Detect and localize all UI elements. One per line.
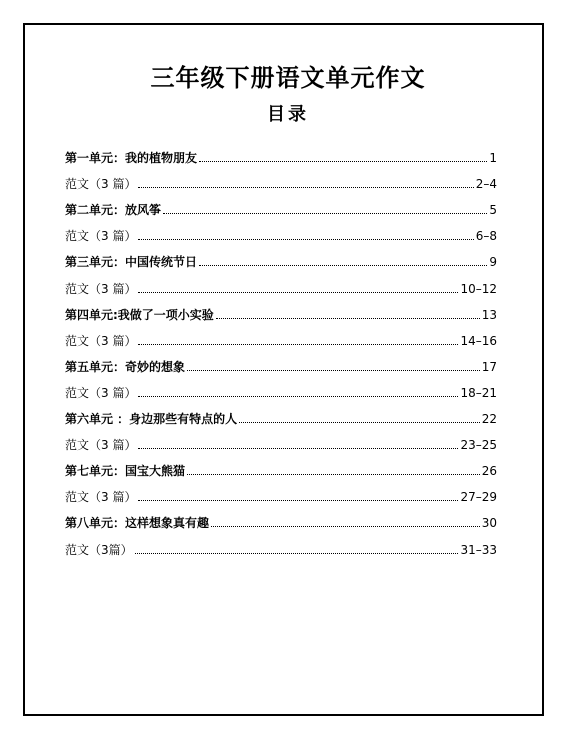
document-title: 三年级下册语文单元作文 xyxy=(150,64,426,92)
toc-entry-label: 范文（3 篇） xyxy=(65,177,137,192)
toc-entry-label: 范文（3 篇） xyxy=(65,333,137,348)
toc-entry-label: 第七单元：国宝大熊猫 xyxy=(65,464,186,479)
toc-entry-label: 第一单元：我的植物朋友 xyxy=(65,151,198,166)
toc-entry-sample-essays[interactable] xyxy=(65,165,497,191)
toc-entry-label: 第五单元：奇妙的想象 xyxy=(65,359,186,374)
toc-entry-label: 范文（3篇） xyxy=(65,542,133,557)
toc-dot-leader xyxy=(138,396,458,397)
toc-entry-page: 13 xyxy=(481,307,497,322)
toc-dot-leader xyxy=(138,500,458,501)
toc-entry-label: 范文（3 篇） xyxy=(65,490,137,505)
toc-entry-page: 27–29 xyxy=(460,490,497,505)
document-subtitle: 目录 xyxy=(267,104,309,125)
toc-entry-page: 10–12 xyxy=(460,281,497,296)
toc-entry-label: 第三单元：中国传统节日 xyxy=(65,255,198,270)
toc-entry-label: 第八单元：这样想象真有趣 xyxy=(65,516,210,531)
toc-dot-leader xyxy=(187,474,480,475)
table-of-contents xyxy=(65,139,497,557)
toc-entry-sample-essays[interactable] xyxy=(65,322,497,348)
toc-dot-leader xyxy=(163,213,487,214)
toc-entry-sample-essays[interactable] xyxy=(65,374,497,400)
toc-entry-label: 范文（3 篇） xyxy=(65,438,137,453)
toc-entry-page: 23–25 xyxy=(460,438,497,453)
toc-entry-label: 第二单元：放风筝 xyxy=(65,203,162,218)
toc-entry-label: 范文（3 篇） xyxy=(65,385,137,400)
toc-entry-page: 2–4 xyxy=(475,177,497,192)
toc-entry-sample-essays[interactable] xyxy=(65,217,497,243)
toc-dot-leader xyxy=(239,422,480,423)
toc-entry-sample-essays[interactable] xyxy=(65,530,497,556)
toc-entry-page: 18–21 xyxy=(460,385,497,400)
toc-entry-unit[interactable] xyxy=(65,452,497,478)
toc-entry-label: 范文（3 篇） xyxy=(65,281,137,296)
toc-entry-sample-essays[interactable] xyxy=(65,269,497,295)
toc-dot-leader xyxy=(199,161,487,162)
toc-entry-label: 第四单元:我做了一项小实验 xyxy=(65,307,214,322)
toc-entry-unit[interactable] xyxy=(65,139,497,165)
toc-entry-page: 31–33 xyxy=(460,542,497,557)
toc-dot-leader xyxy=(199,265,487,266)
toc-dot-leader xyxy=(138,448,458,449)
toc-entry-label: 第六单元 ：身边那些有特点的人 xyxy=(65,412,238,427)
toc-entry-page: 6–8 xyxy=(475,229,497,244)
toc-entry-page: 22 xyxy=(481,412,497,427)
toc-entry-unit[interactable] xyxy=(65,348,497,374)
toc-dot-leader xyxy=(216,318,480,319)
toc-entry-sample-essays[interactable] xyxy=(65,478,497,504)
toc-entry-label: 范文（3 篇） xyxy=(65,229,137,244)
toc-dot-leader xyxy=(138,239,473,240)
toc-entry-sample-essays[interactable] xyxy=(65,426,497,452)
toc-dot-leader xyxy=(211,526,480,527)
toc-entry-page: 9 xyxy=(489,255,497,270)
toc-dot-leader xyxy=(187,370,480,371)
toc-entry-page: 1 xyxy=(489,151,497,166)
toc-dot-leader xyxy=(138,187,473,188)
toc-dot-leader xyxy=(138,344,458,345)
toc-entry-page: 30 xyxy=(481,516,497,531)
toc-entry-page: 26 xyxy=(481,464,497,479)
toc-dot-leader xyxy=(138,292,458,293)
toc-entry-unit[interactable] xyxy=(65,504,497,530)
toc-entry-page: 14–16 xyxy=(460,333,497,348)
toc-entry-unit[interactable] xyxy=(65,243,497,269)
toc-entry-page: 5 xyxy=(489,203,497,218)
toc-entry-unit[interactable] xyxy=(65,191,497,217)
toc-entry-unit[interactable] xyxy=(65,400,497,426)
toc-entry-page: 17 xyxy=(481,359,497,374)
toc-entry-unit[interactable] xyxy=(65,296,497,322)
toc-dot-leader xyxy=(135,553,459,554)
